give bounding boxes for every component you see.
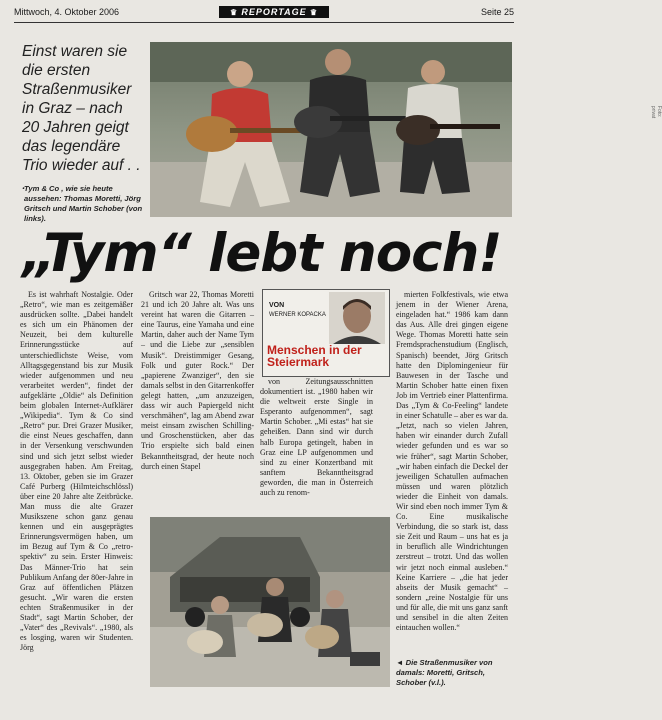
section-rubric	[219, 6, 329, 18]
band-photo-today-image	[150, 42, 512, 217]
body-text: von Zeitungsausschnitten dokumentiert ist. „1980 haben wir die weltweit erste Single in Esperanto aufgenommen“, sagt Martin Schober. „Mi estas“ hat sie geheißen. Dann sind wir durch halb Europa getingelt, haben in Graz eine LP aufgenommen und sind zu einer Konzertband mit sanftem Bekanntheitsgrad geworden, die man in Österreich auch zu renom-	[260, 377, 373, 498]
band-photo-archive	[150, 517, 390, 687]
columnist-title: Menschen in der Steiermark	[267, 343, 362, 369]
band-photo-archive-image	[150, 517, 390, 687]
columnist-portrait	[329, 292, 385, 344]
body-text: mierten Folkfestivals, wie etwa jenem in der Wiener Arena, eingeladen hat.“ 1986 kam dann das Aus. Alle drei gingen eigene Wege. Thomas Moretti hatte sein Fremdsprachenstudium (Englisch, Spanisch) beendet, Jörg Gritsch hatte den Diplomingenieur für Bauwesen in der Tasche und Martin Schober hatte einen fixen Job im Vertrieb einer Plattenfirma. Das „Tym & Co-Feeling“ landete in einer Schatulle – aber es war da. „Jetzt, nach so vielen Jahren, haben wir einander durch Zufall wieder gefunden und es war so wie früher“, sagt Martin Schober, „wir haben einfach die Deckel der jeweiligen Schatullen aufmachen müssen und waren plötzlich wieder die Einheit von damals. Wir sind eben noch immer Tym & Co. Eine musikalische Verbindung, die so stark ist, dass sie Zeit und Raum – uns hat es ja in beruflich alle Windrichtungen zerstreut – trotzt. Und das wollen wir jetzt noch einmal ausleben.“ Keine Karriere – „die hat jeder abseits der Musik gemacht“ – sondern „reine Nostalgie für uns und für alle, die mit uns ganz sanft und sensibel in die alten Zeiten eintauchen wollen.“	[396, 290, 508, 633]
body-column-3	[260, 377, 373, 517]
article-deck: Einst waren sie die ersten Straßenmusiker in Graz – nach 20 Jahren geigt das legendäre Trio wieder auf . . .	[22, 43, 141, 193]
photo-caption-bottom: ◄ Die Straßenmusiker von damals: Moretti, Gritsch, Schober (v.l.).	[396, 658, 493, 687]
crown-icon: ♛	[230, 8, 242, 17]
rubric-label: REPORTAGE	[241, 7, 307, 17]
columnist-von: VON	[269, 302, 285, 309]
band-photo-today	[150, 42, 662, 217]
headline: „Tym“ lebt noch!	[22, 223, 502, 284]
body-column-4	[396, 290, 508, 650]
issue-date: Mittwoch, 4. Oktober 2006	[14, 7, 120, 17]
columnist-box	[262, 289, 390, 377]
page-number: Seite 25	[480, 7, 514, 17]
body-text: Gritsch war 22, Thomas Moretti 21 und ich 20 Jahre alt. Was uns vereint hat waren die Gitarren – eine Taurus, eine Yamaha und eine Martin, daher auch der Name Tym – und die Liebe zur „sensiblen Musik“. Dreistimmiger Gesang, Folk und guter Rock.“ Der „papierene Zwanziger“, den sie damals selbst in den Gitarrenkoffer gelegt hatten, „um anzuzeigen, dass wir auch Papiergeld nicht verschmähen“, lag am Abend zwar meist einsam zwischen Schilling- und Groschenstücken, aber das Trio erspielte sich bald einen Bekanntheitsgrad, der heute noch durch einen Stapel	[141, 290, 254, 471]
page-header	[14, 6, 514, 20]
crown-icon: ♛	[306, 8, 318, 17]
columnist-name: WERNER KOPACKA	[269, 312, 326, 318]
header-rule	[14, 22, 514, 23]
body-column-1	[20, 290, 133, 695]
photo-credit: Foto: privat	[650, 105, 662, 119]
body-column-2	[141, 290, 254, 515]
photo-caption-top: Tym & Co , wie sie heute aussehen: Thomas Moretti, Jörg Gritsch und Martin Schober (von links).	[24, 184, 143, 223]
body-text: Es ist wahrhaft Nostalgie. Oder „Retro“, wie man es zeitgemäßer ausdrücken sollte. „Dabei handelt es sich um ein Phänomen der Neuzeit, bei dem kulturelle Erinnerungsstücke auf unterschiedlichste Weise, vom Alltagsgegenstand bis zur Musik wieder aufgenommen und neu verarbeitet werden“, findet der aufgeklärte „Oldie“ als Definition beim globalen Internet-Aufklärer „Wikipedia“. Tym & Co sind „Retro“ pur. Drei Grazer Musiker, die einst Neues geschaffen, dann in der Versenkung verschwunden sind und sich jetzt selbst wieder ausgegraben haben. Am Freitag, 13. Oktober, geben sie im Grazer Café Purberg (Hilmteichschlössl) über eine 20 Jahre alte Zeitbrücke. Man muss die alte Grazer Musikszene schon ganz genau kennen und ein ausgeprägtes Erinnerungsvermögen haben, um im Bezug auf Tym & Co „retro-spektiv“ zu sein. Erster Hinweis: Das Männer-Trio hat sein Publikum Anfang der 80er-Jahre in Graz auf öffentlichen Plätzen gesucht. „Wir waren die ersten echten Straßenmusiker in der Stadt“, sagt Martin Schober, der „Vater“ des „Revivals“. „1980, als es losging, waren wir Studenten. Jörg	[20, 290, 133, 653]
